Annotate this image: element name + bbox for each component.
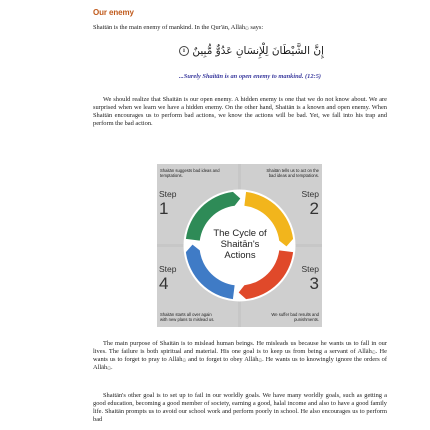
step-4-caption: Shaitān starts all over again with new plans to mislead us. [160,312,215,322]
verse-translation: ...Surely Shaitān is an open enemy to mankind. (12:5) [178,73,322,80]
verse-arabic-text: إِنَّ الشَّيْطَانَ لِلْإِنسَانِ عَدُوٌّ مُّبِينٌ [192,45,324,57]
ayah-number-marker: ٥ [179,46,189,56]
paragraph-purpose: The main purpose of Shaitān is to mislead human beings. He misleads us because he wants us to fall in our lives. The failure is both spiritual and material. His one goal is to keep us from being a servant of Allāh۞. He wants us to forget to pray to Allāh۞ and to forget to obey Allāh۞. He wants us to knowingly ignore the orders of Allāh۞. [93,340,387,372]
cycle-diagram [157,164,322,327]
step-2-word: Step [301,189,319,199]
step-4-number: 4 [159,273,169,293]
step-1-number: 1 [159,198,169,218]
step-3-word: Step [301,264,319,274]
step-4-word: Step [159,264,177,274]
step-1-caption: Shaitān suggests bad ideas and temptations. [160,168,220,178]
quran-verse-arabic [150,45,350,57]
step-3-number: 3 [309,273,319,293]
step-3-caption: We suffer bad results and punishments. [271,312,319,322]
section-heading: Our enemy [93,8,134,17]
intro-paragraph: Shaitān is the main enemy of mankind. In the Qur'ān, Allāh۞ says: [93,24,264,31]
step-1-word: Step [159,189,177,199]
diagram-center-title: The Cycle of Shaitān's Actions [213,228,267,261]
paragraph-worldly-goals: Shaitān's other goal is to set up to fail in our worldly goals. We have many worldly goals, such as getting a good education, becoming a good member of society, earning a good, halal income and also to have a good family life. Shaitān prompts us to avoid our school work and perform poorly in school. He also encourages us to perform bad [93,392,387,424]
step-2-number: 2 [309,198,319,218]
step-2-caption: Shaitān tells us to act on the bad ideas and temptations. [266,168,319,178]
paragraph-open-enemy: We should realize that Shaitān is our open enemy. A hidden enemy is one that we do not know about. We are surprised when we learn we have a hidden enemy. On the other hand, Shaitān is a known and open enemy. When Shaitān encourages us to perform bad actions, we know the actions will be bad. Yet, we fall into his trap and perform the bad action. [93,96,387,128]
